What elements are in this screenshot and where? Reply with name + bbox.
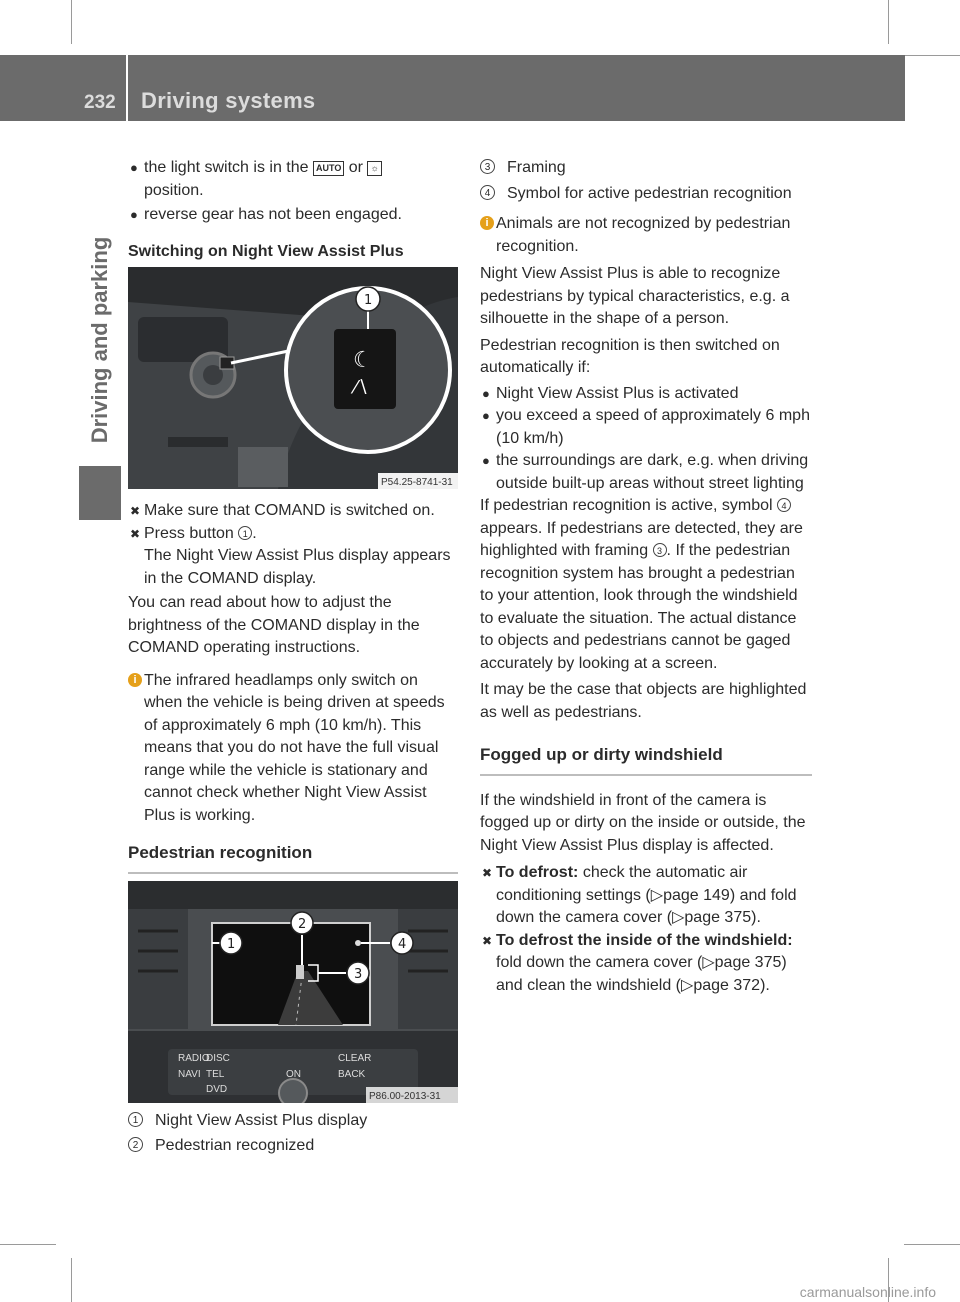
svg-text:1: 1 (227, 937, 236, 952)
info-note: i Animals are not recognized by pedestrian recognition. (480, 213, 812, 258)
svg-text:TEL: TEL (206, 1069, 225, 1080)
low-beam-icon: ☼ (367, 161, 381, 176)
info-icon: i (480, 216, 494, 230)
svg-text:1: 1 (364, 293, 373, 308)
watermark: carmanualsonline.info (799, 1284, 936, 1300)
page-number: 232 (84, 92, 116, 113)
svg-text:DVD: DVD (206, 1084, 228, 1095)
left-legend (128, 1110, 458, 1157)
side-tab-marker (79, 466, 121, 520)
svg-text:2: 2 (298, 917, 307, 932)
legend-item: 1 Night View Assist Plus display (128, 1110, 458, 1133)
left-column-mid (128, 500, 458, 874)
condition-item: ● reverse gear has not been engaged. (130, 206, 402, 223)
header-bar (0, 55, 905, 121)
page-title: Driving systems (141, 88, 316, 113)
paragraph: Night View Assist Plus is able to recognize pedestrians by typical characteristics, e.g. a silhouette in the shape of a person. (480, 265, 790, 327)
svg-text:BACK: BACK (338, 1069, 366, 1080)
crop-mark (0, 1244, 56, 1245)
instruction-step: ✖ To defrost: check the automatic air conditioning settings (▷page 149) and fold down the camera cover (▷page 375). (482, 864, 797, 926)
crop-mark (904, 55, 960, 56)
auto-switch-icon: AUTO (313, 161, 344, 176)
legend-item: 3 Framing (480, 157, 812, 180)
legend-item: 4 Symbol for active pedestrian recognition (480, 183, 812, 206)
figure-night-view-button (128, 267, 458, 489)
crop-mark (71, 0, 72, 44)
subheading-switching-on: Switching on Night View Assist Plus (128, 242, 404, 260)
condition-item: ● the light switch is in the AUTO or ☼ position. (128, 157, 458, 202)
crop-mark (904, 1244, 960, 1245)
list-item: ● you exceed a speed of approximately 6 mph (10 km/h) (482, 407, 810, 447)
svg-text:⁄∖: ⁄∖ (354, 377, 369, 398)
svg-text:3: 3 (354, 967, 363, 982)
svg-text:ON: ON (286, 1069, 301, 1080)
crop-mark (71, 1258, 72, 1302)
side-tab-label: Driving and parking (87, 236, 112, 444)
svg-text:4: 4 (398, 937, 407, 952)
list-item: ● Night View Assist Plus is activated (482, 384, 739, 402)
figure-pedestrian-display (128, 881, 458, 1103)
instruction-step: ✖ Press button 1 . The Night View Assist Plus display appears in the COMAND display. (130, 524, 451, 587)
paragraph: If the windshield in front of the camera is fogged up or dirty on the inside or outside, the Night View Assist Plus display is affected. (480, 791, 806, 854)
paragraph: It may be the case that objects are highlighted as well as pedestrians. (480, 681, 807, 721)
instruction-step: ✖ To defrost the inside of the windshield: fold down the camera cover (▷page 375) and clean the windshield (▷page 372). (482, 931, 793, 994)
paragraph: You can read about how to adjust the brightness of the COMAND display in the COMAND operating instructions. (128, 594, 420, 656)
crop-mark (888, 0, 889, 44)
legend-item: 2 Pedestrian recognized (128, 1135, 458, 1158)
svg-text:DISC: DISC (206, 1053, 230, 1064)
paragraph: If pedestrian recognition is active, symbol 4 appears. If pedestrians are detected, they are highlighted with framing 3 . If the pedestrian recognition system has brought a pedestrian to your attention, look through the windshield to evaluate the situation. The actual distance to objects and pedestrians cannot be gaged accurately by looking at a screen. (480, 497, 803, 672)
info-note: i The infrared headlamps only switch on when the vehicle is being driven at speeds of approximately 6 mph (10 km/h). This means that you do not have the full visual range while the vehicle is stationary and cannot check whether Night View Assist Plus is working. (128, 670, 458, 828)
header-divider (126, 55, 128, 121)
figure-code: P86.00-2013-31 (369, 1091, 441, 1102)
instruction-step: ✖ Make sure that COMAND is switched on. (130, 502, 435, 519)
heading-fogged-windshield: Fogged up or dirty windshield (480, 744, 812, 776)
svg-text:NAVI: NAVI (178, 1069, 201, 1080)
svg-text:☾: ☾ (353, 348, 373, 373)
heading-pedestrian-recognition: Pedestrian recognition (128, 842, 458, 874)
right-column (480, 157, 812, 997)
svg-text:CLEAR: CLEAR (338, 1053, 372, 1064)
figure-code: P54.25-8741-31 (381, 477, 453, 488)
paragraph: Pedestrian recognition is then switched on automatically if: (480, 336, 780, 376)
left-column-top (128, 157, 458, 263)
svg-text:RADIO: RADIO (178, 1053, 210, 1064)
info-icon: i (128, 673, 142, 687)
list-item: ● the surroundings are dark, e.g. when driving outside built-up areas without street lighting (482, 452, 809, 492)
